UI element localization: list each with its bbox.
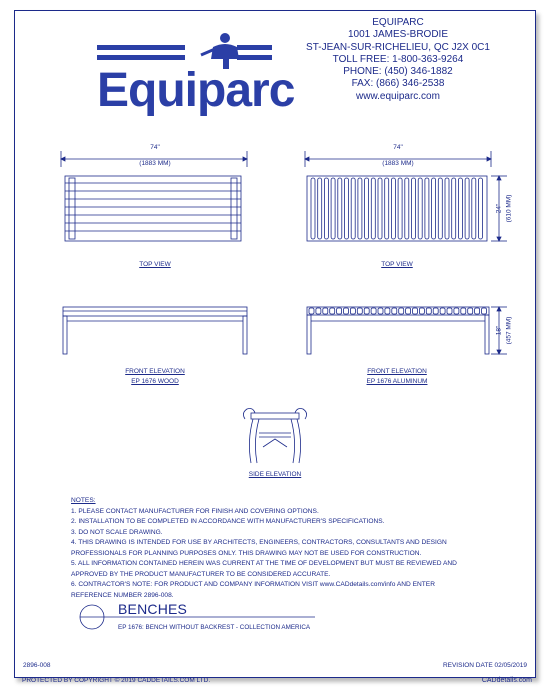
dim-width-right-in: 74" [393, 144, 403, 151]
note-line: 5. ALL INFORMATION CONTAINED HEREIN WAS CURRENT AT THE TIME OF DEVELOPMENT BUT MUST BE REVIEWED AND [71, 560, 457, 567]
aluminum-slat-profile [364, 308, 369, 314]
aluminum-slat [438, 178, 442, 239]
aluminum-slat [398, 178, 402, 239]
note-line: 6. CONTRACTOR'S NOTE: FOR PRODUCT AND COMPANY INFORMATION VISIT www.CADdetails.com/info AND ENTER [71, 581, 435, 588]
drawing-sheet [14, 10, 536, 678]
aluminum-slat [418, 178, 422, 239]
caddetails-link[interactable]: CADdetails.com [481, 677, 532, 684]
aluminum-slat [445, 178, 449, 239]
notes-block [71, 496, 457, 601]
footer-bar [14, 676, 536, 687]
revision-date: REVISION DATE 02/05/2019 [442, 662, 527, 669]
drawing-title: BENCHES [118, 601, 188, 617]
aluminum-slat [318, 178, 322, 239]
company-fax: FAX: (866) 346-2538 [351, 78, 445, 90]
aluminum-slat-profile [385, 308, 390, 314]
note-line: REFERENCE NUMBER 2896-008. [71, 591, 174, 599]
aluminum-slat [465, 178, 469, 239]
dim-depth-in: 24" [495, 203, 503, 214]
aluminum-slat-profile [447, 308, 452, 314]
dim-height-in: 18" [495, 325, 503, 336]
aluminum-slat [324, 178, 328, 239]
note-line: APPROVED BY THE PRODUCT MANUFACTURER TO BE CONSIDERED ACCURATE. [71, 570, 331, 578]
aluminum-slat [432, 178, 436, 239]
aluminum-slat [472, 178, 476, 239]
aluminum-slat-profile [454, 308, 459, 314]
aluminum-slat-profile [413, 308, 418, 314]
aluminum-slat [452, 178, 456, 239]
aluminum-slat-profile [440, 308, 445, 314]
notes-heading: NOTES: [71, 497, 96, 504]
label-front-elevation-left-sub: EP 1676 WOOD [131, 378, 179, 385]
aluminum-slat-profile [323, 308, 328, 314]
aluminum-slat-profile [482, 308, 487, 314]
company-address-2: ST-JEAN-SUR-RICHELIEU, QC J2X 0C1 [306, 41, 490, 53]
aluminum-slat [405, 178, 409, 239]
aluminum-slat-profile [468, 308, 473, 314]
aluminum-slat-profile [392, 308, 397, 314]
label-front-elevation-right: FRONT ELEVATION [367, 368, 427, 375]
label-side-elevation: SIDE ELEVATION [248, 471, 302, 478]
reference-number: 2896-008 [23, 662, 51, 669]
label-top-view-right: TOP VIEW [381, 261, 413, 268]
company-logo: Equiparc [97, 64, 295, 117]
aluminum-slat-profile [330, 308, 335, 314]
aluminum-slat [371, 178, 375, 239]
aluminum-slat-profile [371, 308, 376, 314]
aluminum-slat-profile [357, 308, 362, 314]
aluminum-slat-profile [433, 308, 438, 314]
company-tollfree: TOLL FREE: 1-800-363-9264 [332, 53, 464, 65]
dim-depth-mm: (610 MM) [505, 194, 513, 223]
company-address-1: 1001 JAMES-BRODIE [347, 29, 449, 41]
copyright-notice: PROTECTED BY COPYRIGHT © 2019 CADDETAILS.COM LTD. [22, 677, 211, 684]
aluminum-slat [458, 178, 462, 239]
aluminum-slat [385, 178, 389, 239]
company-phone: PHONE: (450) 346-1882 [343, 66, 453, 78]
side-elevation [243, 409, 306, 464]
dim-width-left-in: 74" [150, 144, 160, 151]
company-address-block [297, 17, 499, 103]
label-front-elevation-right-sub: EP 1676 ALUMINUM [366, 378, 428, 385]
aluminum-slat [412, 178, 416, 239]
aluminum-slat [378, 178, 382, 239]
aluminum-slat-profile [461, 308, 466, 314]
note-line: 3. DO NOT SCALE DRAWING. [71, 528, 163, 536]
aluminum-slat-profile [378, 308, 383, 314]
aluminum-slat-profile [350, 308, 355, 314]
note-line: 1. PLEASE CONTACT MANUFACTURER FOR FINISH AND COVERING OPTIONS. [71, 507, 319, 515]
front-elevation-wood [63, 307, 247, 354]
aluminum-slat-profile [316, 308, 321, 314]
aluminum-slat [331, 178, 335, 239]
aluminum-slat [311, 178, 315, 239]
label-front-elevation-left: FRONT ELEVATION [125, 368, 185, 375]
dim-width-right-mm: (1883 MM) [382, 160, 414, 167]
note-line: 4. THIS DRAWING IS INTENDED FOR USE BY ARCHITECTS, ENGINEERS, CONTRACTORS, CONSULTANTS AND DESIGN [71, 539, 447, 546]
note-line: PROFESSIONALS FOR PLANNING PURPOSES ONLY. THIS DRAWING MAY NOT BE USED FOR CONSTRUCTION. [71, 549, 422, 557]
aluminum-slat-profile [337, 308, 342, 314]
dim-width-left-mm: (1883 MM) [139, 160, 171, 167]
aluminum-slat-profile [419, 308, 424, 314]
dim-height-mm: (457 MM) [505, 316, 513, 345]
aluminum-slat [351, 178, 355, 239]
aluminum-slat [425, 178, 429, 239]
note-line: 2. INSTALLATION TO BE COMPLETED IN ACCORDANCE WITH MANUFACTURER'S SPECIFICATIONS. [71, 518, 385, 525]
drawing-subtitle: EP 1676: BENCH WITHOUT BACKREST - COLLECTION AMERICA [118, 624, 311, 631]
aluminum-slat-profile [309, 308, 314, 314]
front-elevation-aluminum [307, 307, 507, 354]
aluminum-slat [479, 178, 483, 239]
aluminum-slat-profile [399, 308, 404, 314]
aluminum-slat [338, 178, 342, 239]
aluminum-slat-profile [406, 308, 411, 314]
aluminum-slat-profile [344, 308, 349, 314]
company-website[interactable]: www.equiparc.com [356, 90, 440, 102]
aluminum-slat [391, 178, 395, 239]
aluminum-slat-profile [426, 308, 431, 314]
aluminum-slat-profile [475, 308, 480, 314]
aluminum-slat [365, 178, 369, 239]
aluminum-slat [358, 178, 362, 239]
company-name: EQUIPARC [372, 17, 424, 28]
aluminum-slat [345, 178, 349, 239]
label-top-view-left: TOP VIEW [139, 261, 171, 268]
